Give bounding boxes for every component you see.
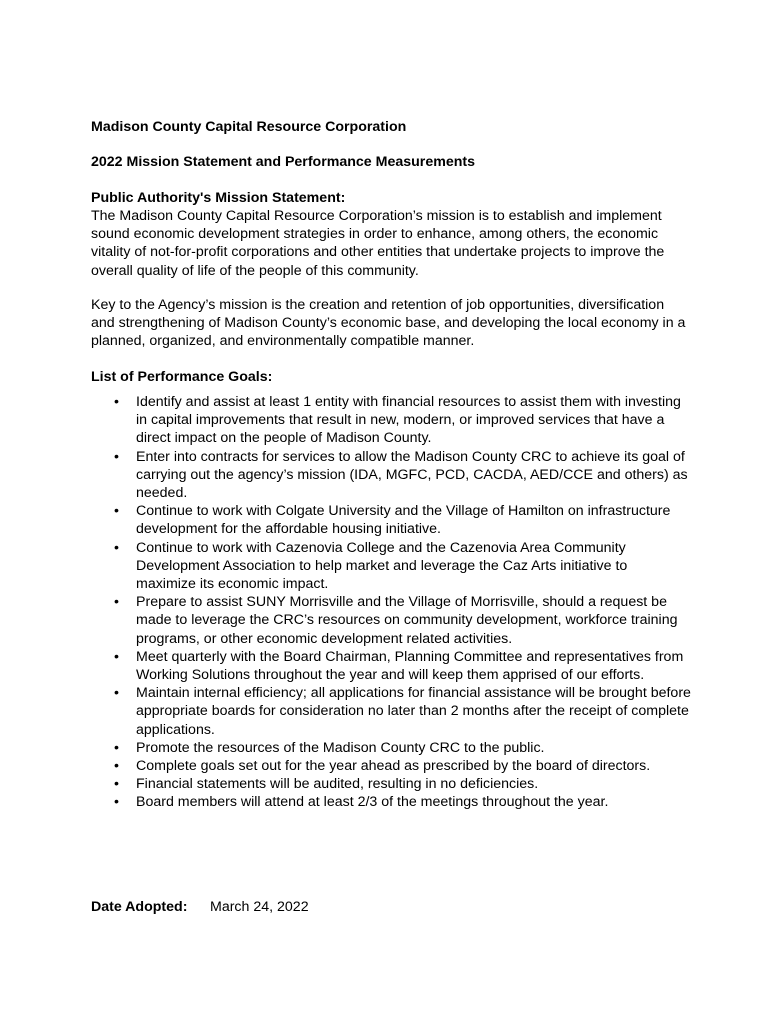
goals-list-container xyxy=(91,393,691,812)
goal-text: Enter into contracts for services to allow the Madison County CRC to achieve its goal of carrying out the agency’s mission (IDA, MGFC, PCD, CACDA, AED/CCE and others) as needed. xyxy=(136,448,688,502)
goal-item-3 xyxy=(91,502,691,538)
goal-item-11 xyxy=(91,793,691,811)
goal-text: Continue to work with Cazenovia College and the Cazenovia Area Community Development Association to help market and leverage the Caz Arts initiative to maximize its economic impact. xyxy=(136,539,628,593)
bullet-icon: • xyxy=(114,648,119,665)
bullet-icon: • xyxy=(114,594,119,611)
goal-item-1 xyxy=(91,393,691,448)
goal-text: Identify and assist at least 1 entity with financial resources to assist them with investing in capital improvements that result in new, modern, or improved services that have a direct impact on the people of Madison County. xyxy=(136,394,681,447)
mission-heading: Public Authority's Mission Statement: xyxy=(91,190,346,206)
bullet-icon: • xyxy=(114,503,119,520)
date-adopted-row xyxy=(91,898,309,916)
goal-text: Board members will attend at least 2/3 of the meetings throughout the year. xyxy=(136,794,609,811)
goals-list xyxy=(91,393,691,812)
goal-item-6 xyxy=(91,648,691,684)
goal-item-5 xyxy=(91,593,691,648)
goal-text: Complete goals set out for the year ahead as prescribed by the board of directors. xyxy=(136,758,651,775)
bullet-icon: • xyxy=(114,739,119,756)
bullet-icon: • xyxy=(114,539,119,556)
mission-paragraph-2: Key to the Agency’s mission is the creation and retention of job opportunities, diversification and strengthening of Madison County’s economic base, and developing the local economy in a planned, organized, and environmentally compatible manner. xyxy=(91,297,686,350)
date-adopted-value: March 24, 2022 xyxy=(210,899,309,915)
bullet-icon: • xyxy=(114,685,119,702)
date-adopted-label: Date Adopted: xyxy=(91,899,188,915)
goal-text: Prepare to assist SUNY Morrisville and the Village of Morrisville, should a request be made to leverage the CRC’s resources on community development, workforce training programs, or other economic development related activities. xyxy=(136,594,678,647)
goal-text: Continue to work with Colgate University and the Village of Hamilton on infrastructure development for the affordable housing initiative. xyxy=(136,503,671,538)
document-title: 2022 Mission Statement and Performance Measurements xyxy=(91,154,475,170)
goal-text: Maintain internal efficiency; all applications for financial assistance will be brought before appropriate boards for consideration no later than 2 months after the receipt of complete applications. xyxy=(136,685,691,738)
goal-item-8 xyxy=(91,739,691,757)
goal-item-7 xyxy=(91,684,691,739)
bullet-icon: • xyxy=(114,448,119,465)
mission-paragraph-1: The Madison County Capital Resource Corporation’s mission is to establish and implement sound economic development strategies in order to enhance, among others, the economic vitality of not-for-profit corporations and other entities that undertake projects to improve the overall quality of life of the people of this community. xyxy=(91,208,665,279)
organization-name: Madison County Capital Resource Corporation xyxy=(91,119,407,135)
goal-item-4 xyxy=(91,539,691,594)
goals-heading: List of Performance Goals: xyxy=(91,369,273,385)
goal-item-2 xyxy=(91,448,691,503)
goal-text: Promote the resources of the Madison County CRC to the public. xyxy=(136,739,545,756)
goal-item-9 xyxy=(91,757,691,775)
bullet-icon: • xyxy=(114,776,119,793)
bullet-icon: • xyxy=(114,758,119,775)
goal-item-10 xyxy=(91,775,691,793)
bullet-icon: • xyxy=(114,394,119,410)
bullet-icon: • xyxy=(114,794,119,811)
goal-text: Financial statements will be audited, resulting in no deficiencies. xyxy=(136,776,539,793)
goal-text: Meet quarterly with the Board Chairman, Planning Committee and representatives from Working Solutions throughout the year and will keep them apprised of our efforts. xyxy=(136,648,684,684)
